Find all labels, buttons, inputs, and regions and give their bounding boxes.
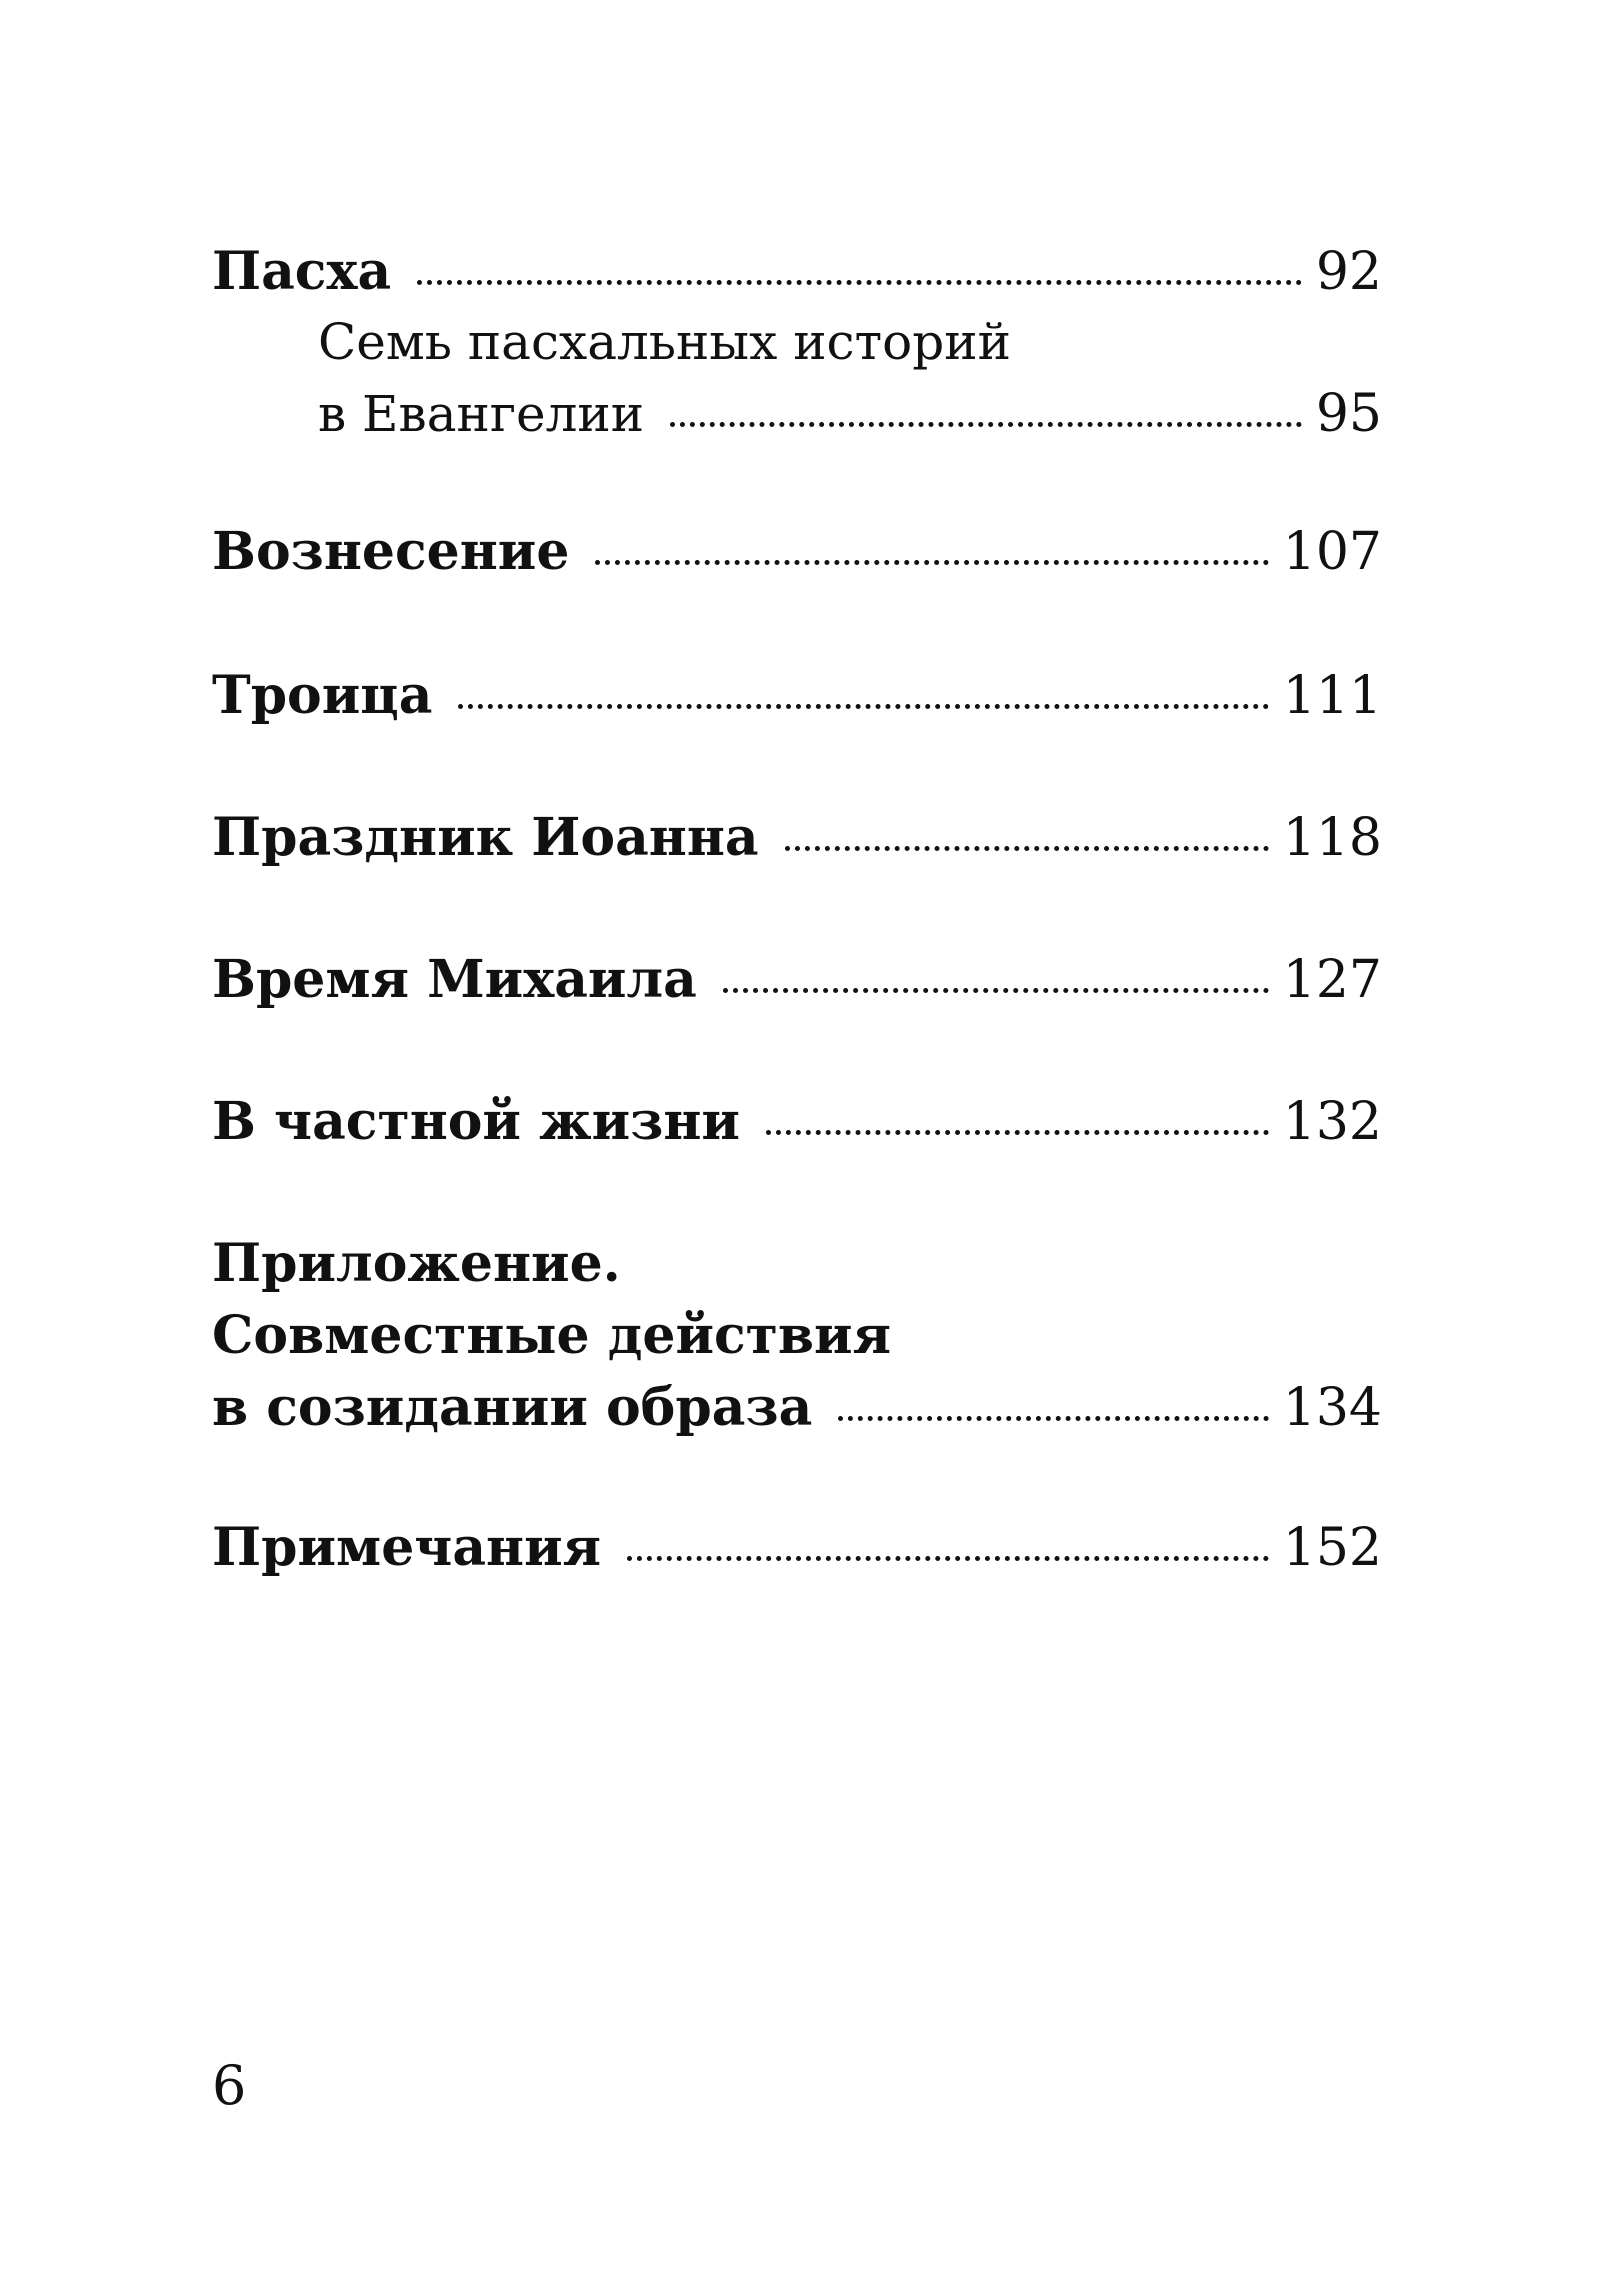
toc-entry-page: 152: [1282, 1518, 1382, 1578]
toc-entry-title-line: Приложение.: [212, 1233, 621, 1294]
toc-entry-title-line: Совместные действия: [212, 1305, 892, 1366]
toc-entry-title-line: в Евангелии: [318, 385, 645, 443]
toc-entry-title: Праздник Иоанна: [212, 807, 759, 868]
toc-entry-trinity[interactable]: [212, 660, 1382, 732]
dot-leader: [595, 560, 1268, 565]
dot-leader: [417, 280, 1302, 285]
toc-entry-title: В частной жизни: [212, 1091, 740, 1152]
toc-entry-private-life[interactable]: [212, 1086, 1382, 1158]
toc-entry-easter[interactable]: [212, 236, 1382, 308]
toc-entry-page: 132: [1282, 1092, 1382, 1152]
toc-entry-title: Время Михаила: [212, 949, 697, 1010]
toc-entry-page: 127: [1282, 950, 1382, 1010]
toc-entry-title-line: Семь пасхальных историй: [318, 313, 1011, 371]
dot-leader: [838, 1416, 1268, 1421]
toc-entry-appendix[interactable]: [212, 1228, 1382, 1444]
toc-entry-page: 95: [1315, 384, 1382, 444]
toc-entry-page: 118: [1282, 808, 1382, 868]
toc-entry-title: Троица: [212, 665, 433, 726]
toc-entry-title: Вознесение: [212, 521, 570, 582]
dot-leader: [723, 988, 1269, 993]
toc-entry-title: Пасха: [212, 241, 392, 302]
toc-entry-page: 92: [1315, 242, 1382, 302]
dot-leader: [458, 704, 1268, 709]
toc-entry-michael[interactable]: [212, 944, 1382, 1016]
dot-leader: [785, 846, 1269, 851]
toc-entry-title: Примечания: [212, 1517, 602, 1578]
toc-entry-title-line: в созидании образа: [212, 1377, 813, 1438]
toc-entry-john[interactable]: [212, 802, 1382, 874]
toc-entry-page: 107: [1282, 522, 1382, 582]
dot-leader: [670, 422, 1302, 427]
toc-entry-easter-stories[interactable]: [318, 306, 1382, 450]
toc-entry-ascension[interactable]: [212, 516, 1382, 588]
toc-entry-notes[interactable]: [212, 1512, 1382, 1584]
toc-entry-page: 111: [1282, 666, 1382, 726]
dot-leader: [766, 1130, 1269, 1135]
toc-entry-page: 134: [1282, 1378, 1382, 1438]
page-number: 6: [212, 2054, 247, 2117]
dot-leader: [627, 1556, 1269, 1561]
